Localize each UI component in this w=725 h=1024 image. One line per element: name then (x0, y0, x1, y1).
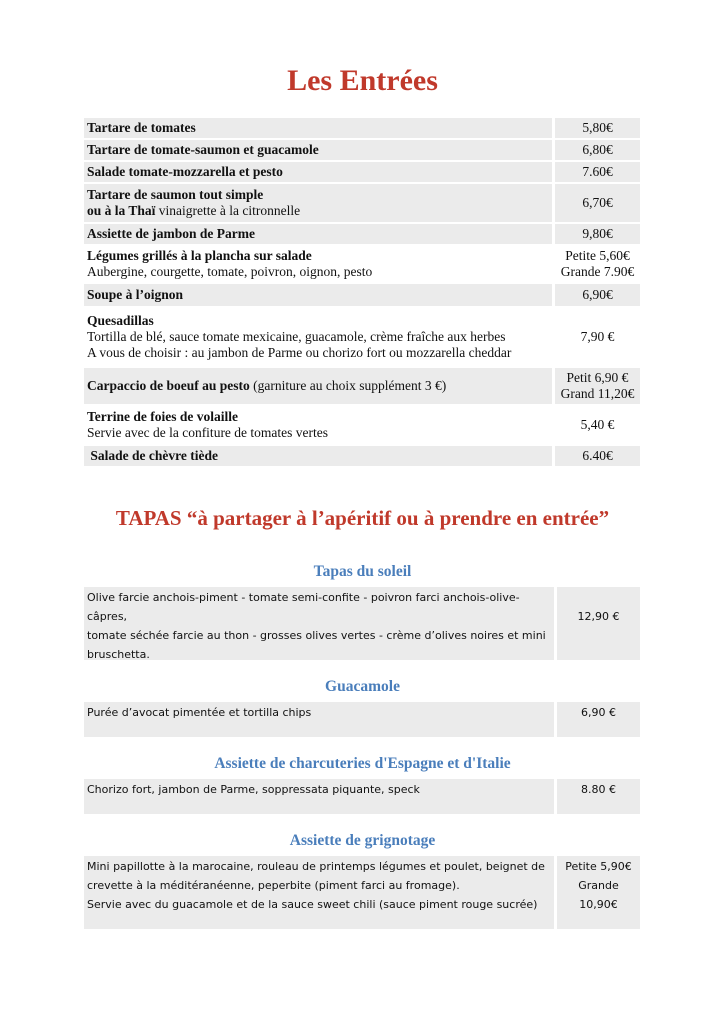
section-heading: Assiette de grignotage (289, 832, 436, 849)
table-row (84, 446, 640, 466)
dish-price: 6,80€ (555, 140, 640, 160)
tapas-row (84, 702, 640, 737)
tapas-description: Mini papillotte à la marocaine, rouleau de printemps légumes et poulet, beignet de crevette à la méditéranéenne, peperbite (piment farci au fromage). Servie avec du guacamole et de la sauce sweet chili (sauce piment rouge sucrée) (84, 856, 554, 929)
dish-name: Salade de chèvre tiède (84, 446, 552, 466)
dish-price: 6,90€ (555, 284, 640, 306)
dish-price: 6.40€ (555, 446, 640, 466)
section-heading: Assiette de charcuteries d'Espagne et d'Italie (214, 755, 511, 772)
dish-price: 7,90 € (555, 308, 640, 366)
table-row (84, 284, 640, 306)
table-row (84, 118, 640, 138)
dish-name: Terrine de foies de volaille Servie avec de la confiture de tomates vertes (84, 406, 552, 444)
dish-price: Petit 6,90 € Grand 11,20€ (555, 368, 640, 404)
tapas-price: 12,90 € (557, 587, 640, 660)
dish-name: Soupe à l’oignon (84, 284, 552, 306)
dish-price: 6,70€ (555, 184, 640, 222)
dish-price: 5,80€ (555, 118, 640, 138)
dish-name: Salade tomate-mozzarella et pesto (84, 162, 552, 182)
tapas-row (84, 587, 640, 660)
dish-price: 5,40 € (555, 406, 640, 444)
entrees-title: Les Entrées (287, 64, 438, 97)
tapas-price: Petite 5,90€ Grande 10,90€ (557, 856, 640, 929)
dish-name: Tartare de saumon tout simple ou à la Thaï vinaigrette à la citronnelle (84, 184, 552, 222)
dish-price: 7.60€ (555, 162, 640, 182)
dish-name: Carpaccio de boeuf au pesto (garniture au choix supplément 3 €) (84, 368, 552, 404)
table-row (84, 368, 640, 404)
table-row (84, 184, 640, 222)
dish-name: Quesadillas Tortilla de blé, sauce tomate mexicaine, guacamole, crème fraîche aux herbes A vous de choisir : au jambon de Parme ou chorizo fort ou mozzarella cheddar (84, 308, 552, 366)
tapas-description: Purée d’avocat pimentée et tortilla chips (84, 702, 554, 737)
dish-price: 9,80€ (555, 224, 640, 244)
dish-name: Tartare de tomates (84, 118, 552, 138)
tapas-description: Chorizo fort, jambon de Parme, soppressata piquante, speck (84, 779, 554, 814)
entrees-table (84, 118, 640, 468)
tapas-description: Olive farcie anchois-piment - tomate semi-confite - poivron farci anchois-olive-câpres, tomate séchée farcie au thon - grosses olives vertes - crème d’olives noires et mini bruschetta. (84, 587, 554, 660)
table-row (84, 308, 640, 366)
tapas-price: 8.80 € (557, 779, 640, 814)
table-row (84, 224, 640, 244)
table-row (84, 246, 640, 282)
tapas-title: TAPAS “à partager à l’apéritif ou à prendre en entrée” (115, 506, 610, 530)
dish-price: Petite 5,60€ Grande 7.90€ (555, 246, 640, 282)
tapas-price: 6,90 € (557, 702, 640, 737)
table-row (84, 406, 640, 444)
dish-name: Légumes grillés à la plancha sur salade Aubergine, courgette, tomate, poivron, oignon, pesto (84, 246, 552, 282)
tapas-row (84, 779, 640, 814)
section-heading: Tapas du soleil (313, 563, 412, 580)
section-heading: Guacamole (325, 678, 400, 695)
dish-name: Tartare de tomate-saumon et guacamole (84, 140, 552, 160)
tapas-row (84, 856, 640, 929)
table-row (84, 140, 640, 160)
dish-name: Assiette de jambon de Parme (84, 224, 552, 244)
table-row (84, 162, 640, 182)
